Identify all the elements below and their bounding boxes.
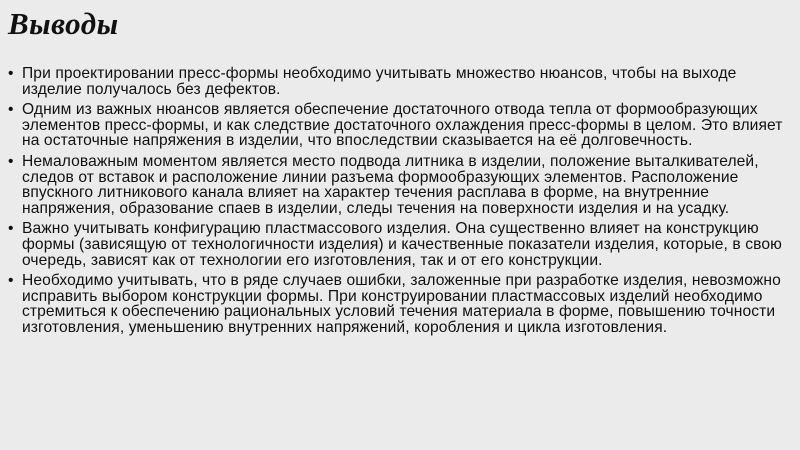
bullet-text: При проектировании пресс-формы необходимо учитывать множество нюансов, чтобы на выходе изделие получалось без дефектов. <box>22 65 737 98</box>
bullet-dot-icon: • <box>8 220 14 238</box>
bullet-text: Немаловажным моментом является место подвода литника в изделии, положение выталкивателей, следов от вставок и расположение линии разъема формообразующих элементов. Расположение впускного литникового канала влияет на характер течения расплава в форме, на внутренние напряжения, образование спаев в изделии, следы течения на поверхности изделия и на усадку. <box>22 152 759 217</box>
bullet-item <box>8 102 790 149</box>
slide-title: Выводы <box>8 6 119 41</box>
bullet-list <box>8 66 790 341</box>
bullet-dot-icon: • <box>8 272 14 290</box>
bullet-text: Важно учитывать конфигурацию пластмассового изделия. Она существенно влияет на конструкцию формы (зависящую от технологичности изделия) и качественные показатели изделия, которые, в свою очередь, зависят как от технологии его изготовления, так и от его конструкции. <box>22 220 782 269</box>
bullet-item <box>8 66 790 97</box>
bullet-dot-icon: • <box>8 101 14 119</box>
bullet-dot-icon: • <box>8 65 14 82</box>
bullet-item <box>8 273 790 335</box>
bullet-item <box>8 221 790 268</box>
bullet-item <box>8 154 790 216</box>
bullet-dot-icon: • <box>8 152 14 170</box>
bullet-text: Одним из важных нюансов является обеспечение достаточного отвода тепла от формообразующих элементов пресс-формы, и как следствие достаточного охлаждения пресс-формы в целом. Это влияет на остаточные напряжения в изделии, что впоследствии сказывается на её долговечность. <box>22 101 783 150</box>
bullet-text: Необходимо учитывать, что в ряде случаев ошибки, заложенные при разработке изделия, невозможно исправить выбором конструкции формы. При конструировании пластмассовых изделий необходимо стремиться к обеспечению рациональных условий течения материала в форме, повышению точности изготовления, уменьшению внутренних напряжений, коробления и цикла изготовления. <box>22 272 781 336</box>
